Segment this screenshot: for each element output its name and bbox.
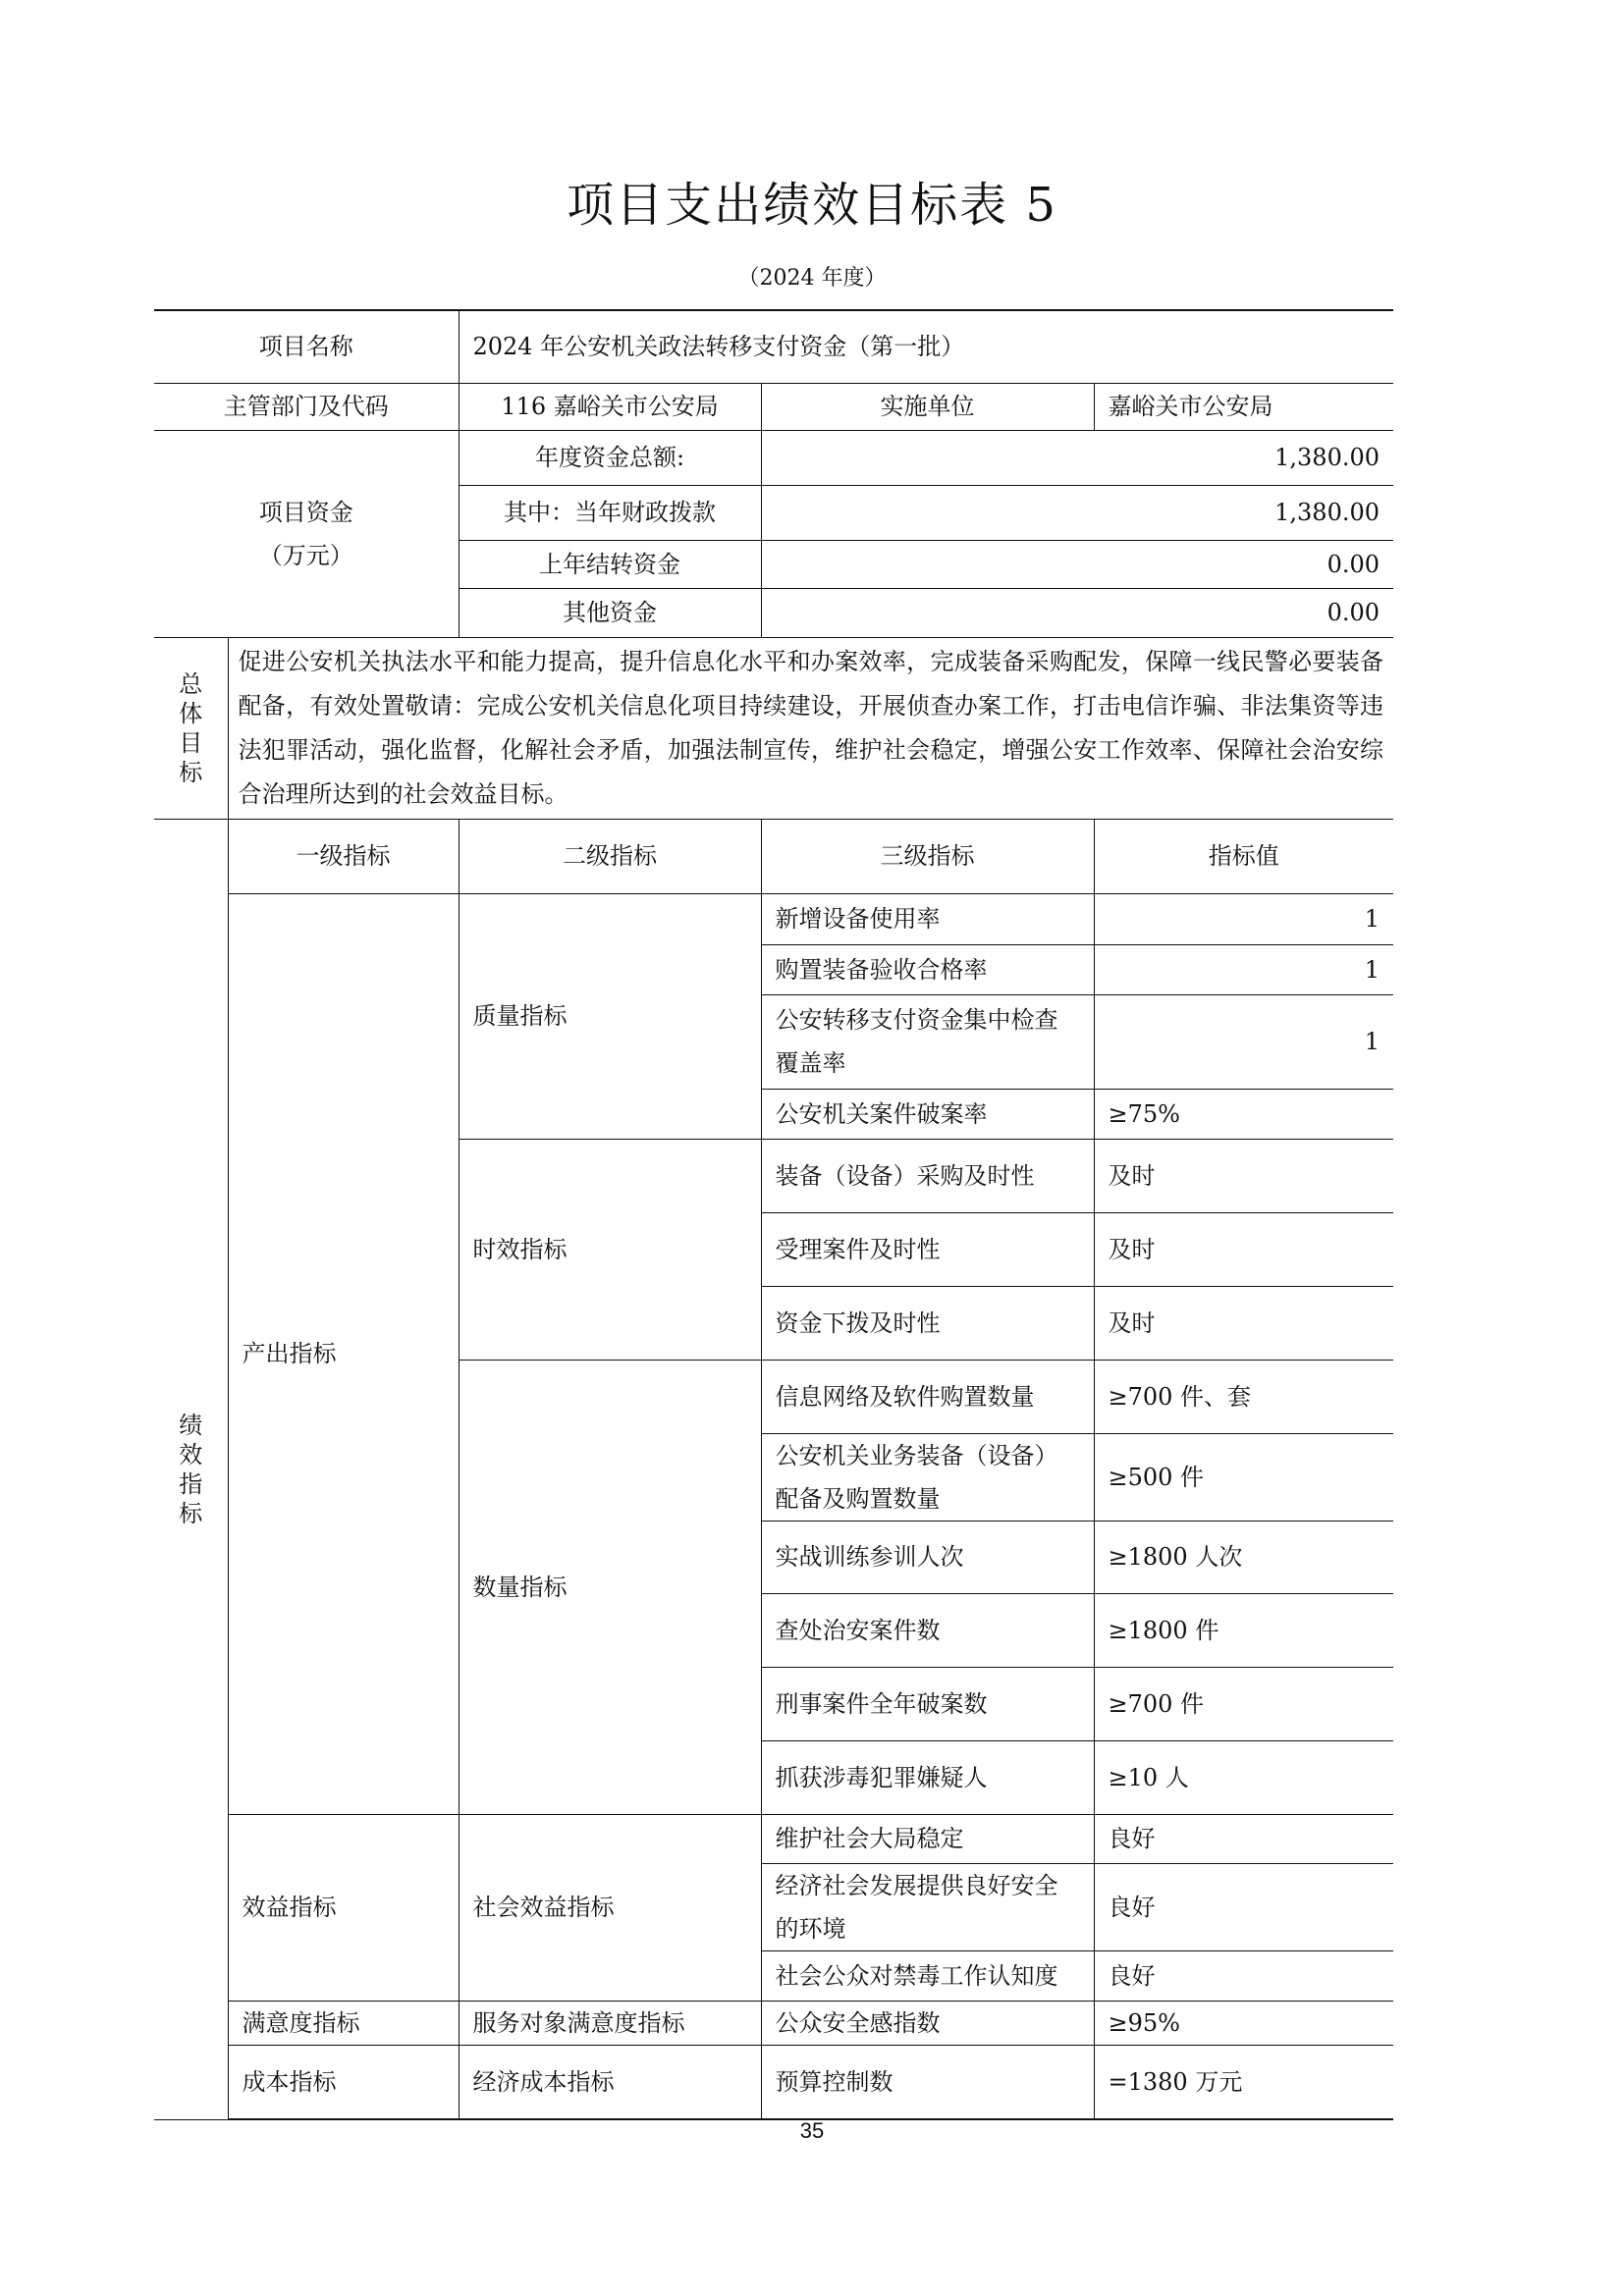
funds-row-label: 年度资金总额: bbox=[459, 430, 761, 485]
level2-service: 服务对象满意度指标 bbox=[459, 2001, 761, 2045]
level3-item: 经济社会发展提供良好安全的环境 bbox=[761, 1863, 1094, 1950]
page-number: 35 bbox=[799, 2118, 825, 2143]
table-row bbox=[154, 893, 1393, 944]
impl-label: 实施单位 bbox=[761, 383, 1094, 430]
header-level1: 一级指标 bbox=[228, 819, 459, 893]
performance-label: 绩效指标 bbox=[179, 1411, 203, 1527]
funds-label-cell bbox=[154, 430, 459, 637]
funds-row-value: 0.00 bbox=[761, 588, 1393, 637]
level2-quality: 质量指标 bbox=[459, 893, 761, 1139]
performance-label-cell bbox=[154, 819, 228, 2119]
funds-row-value: 1,380.00 bbox=[761, 430, 1393, 485]
dept-value: 116 嘉峪关市公安局 bbox=[459, 383, 761, 430]
indicator-value: ≥500 件 bbox=[1094, 1433, 1393, 1521]
page-title: 项目支出绩效目标表 5 bbox=[567, 178, 1057, 233]
goal-text: 促进公安机关执法水平和能力提高，提升信息化水平和办案效率，完成装备采购配发，保障一线民警必要装备配备，有效处置敬请：完成公安机关信息化项目持续建设，开展侦查办案工作，打击电信诈骗、非法集资等违法犯罪活动，强化监督，化解社会矛盾，加强法制宣传，维护社会稳定，增强公安工作效率、保障社会治安综合治理所达到的社会效益目标。 bbox=[228, 637, 1393, 819]
level3-item: 刑事案件全年破案数 bbox=[761, 1667, 1094, 1740]
table-row bbox=[154, 637, 1393, 819]
table-row bbox=[154, 819, 1393, 893]
performance-target-table bbox=[154, 309, 1393, 2120]
level2-social: 社会效益指标 bbox=[459, 1814, 761, 2001]
header-level2: 二级指标 bbox=[459, 819, 761, 893]
level3-item: 公安机关案件破案率 bbox=[761, 1089, 1094, 1139]
level3-item: 公安转移支付资金集中检查覆盖率 bbox=[761, 994, 1094, 1089]
level2-economic: 经济成本指标 bbox=[459, 2045, 761, 2119]
indicator-value: 1 bbox=[1094, 994, 1393, 1089]
level3-item: 社会公众对禁毒工作认知度 bbox=[761, 1950, 1094, 2001]
table-row bbox=[154, 2045, 1393, 2119]
indicator-value: ≥95% bbox=[1094, 2001, 1393, 2045]
indicator-value: ≥10 人 bbox=[1094, 1740, 1393, 1814]
level1-output: 产出指标 bbox=[228, 893, 459, 1814]
funds-label: 项目资金 bbox=[258, 498, 353, 526]
level1-benefit: 效益指标 bbox=[228, 1814, 459, 2001]
level3-item: 公安机关业务装备（设备）配备及购置数量 bbox=[761, 1433, 1094, 1521]
indicator-value: 良好 bbox=[1094, 1814, 1393, 1863]
header-value: 指标值 bbox=[1094, 819, 1393, 893]
indicator-value: ≥1800 人次 bbox=[1094, 1521, 1393, 1593]
table-row bbox=[154, 310, 1393, 383]
impl-value: 嘉峪关市公安局 bbox=[1094, 383, 1393, 430]
project-name-value: 2024 年公安机关政法转移支付资金（第一批） bbox=[459, 310, 1393, 383]
level1-satisfaction: 满意度指标 bbox=[228, 2001, 459, 2045]
funds-row-value: 1,380.00 bbox=[761, 485, 1393, 540]
level3-item: 信息网络及软件购置数量 bbox=[761, 1360, 1094, 1433]
indicator-value: 良好 bbox=[1094, 1863, 1393, 1950]
level3-item: 装备（设备）采购及时性 bbox=[761, 1139, 1094, 1212]
indicator-value: 1 bbox=[1094, 893, 1393, 944]
indicator-value: =1380 万元 bbox=[1094, 2045, 1393, 2119]
level3-item: 购置装备验收合格率 bbox=[761, 944, 1094, 994]
level3-item: 抓获涉毒犯罪嫌疑人 bbox=[761, 1740, 1094, 1814]
indicator-value: 及时 bbox=[1094, 1286, 1393, 1360]
funds-unit: （万元） bbox=[258, 541, 353, 569]
funds-row-label: 上年结转资金 bbox=[459, 540, 761, 588]
indicator-value: ≥75% bbox=[1094, 1089, 1393, 1139]
funds-row-label: 其他资金 bbox=[459, 588, 761, 637]
funds-row-value: 0.00 bbox=[761, 540, 1393, 588]
level2-quantity: 数量指标 bbox=[459, 1360, 761, 1814]
project-name-label: 项目名称 bbox=[154, 310, 459, 383]
goal-label-cell bbox=[154, 637, 228, 819]
page-subtitle: （2024 年度） bbox=[737, 266, 887, 291]
level3-item: 新增设备使用率 bbox=[761, 893, 1094, 944]
indicator-value: ≥1800 件 bbox=[1094, 1593, 1393, 1667]
table-row bbox=[154, 2001, 1393, 2045]
level3-item: 公众安全感指数 bbox=[761, 2001, 1094, 2045]
level3-item: 资金下拨及时性 bbox=[761, 1286, 1094, 1360]
table-row bbox=[154, 383, 1393, 430]
indicator-value: ≥700 件 bbox=[1094, 1667, 1393, 1740]
table-row bbox=[154, 1814, 1393, 1863]
dept-label: 主管部门及代码 bbox=[154, 383, 459, 430]
header-level3: 三级指标 bbox=[761, 819, 1094, 893]
goal-label: 总体目标 bbox=[179, 669, 203, 786]
level2-timeliness: 时效指标 bbox=[459, 1139, 761, 1360]
level3-item: 受理案件及时性 bbox=[761, 1212, 1094, 1286]
table-row bbox=[154, 430, 1393, 485]
level3-item: 查处治安案件数 bbox=[761, 1593, 1094, 1667]
indicator-value: 良好 bbox=[1094, 1950, 1393, 2001]
indicator-value: ≥700 件、套 bbox=[1094, 1360, 1393, 1433]
level3-item: 预算控制数 bbox=[761, 2045, 1094, 2119]
level1-cost: 成本指标 bbox=[228, 2045, 459, 2119]
indicator-value: 及时 bbox=[1094, 1139, 1393, 1212]
funds-row-label: 其中：当年财政拨款 bbox=[459, 485, 761, 540]
level3-item: 维护社会大局稳定 bbox=[761, 1814, 1094, 1863]
indicator-value: 1 bbox=[1094, 944, 1393, 994]
level3-item: 实战训练参训人次 bbox=[761, 1521, 1094, 1593]
indicator-value: 及时 bbox=[1094, 1212, 1393, 1286]
